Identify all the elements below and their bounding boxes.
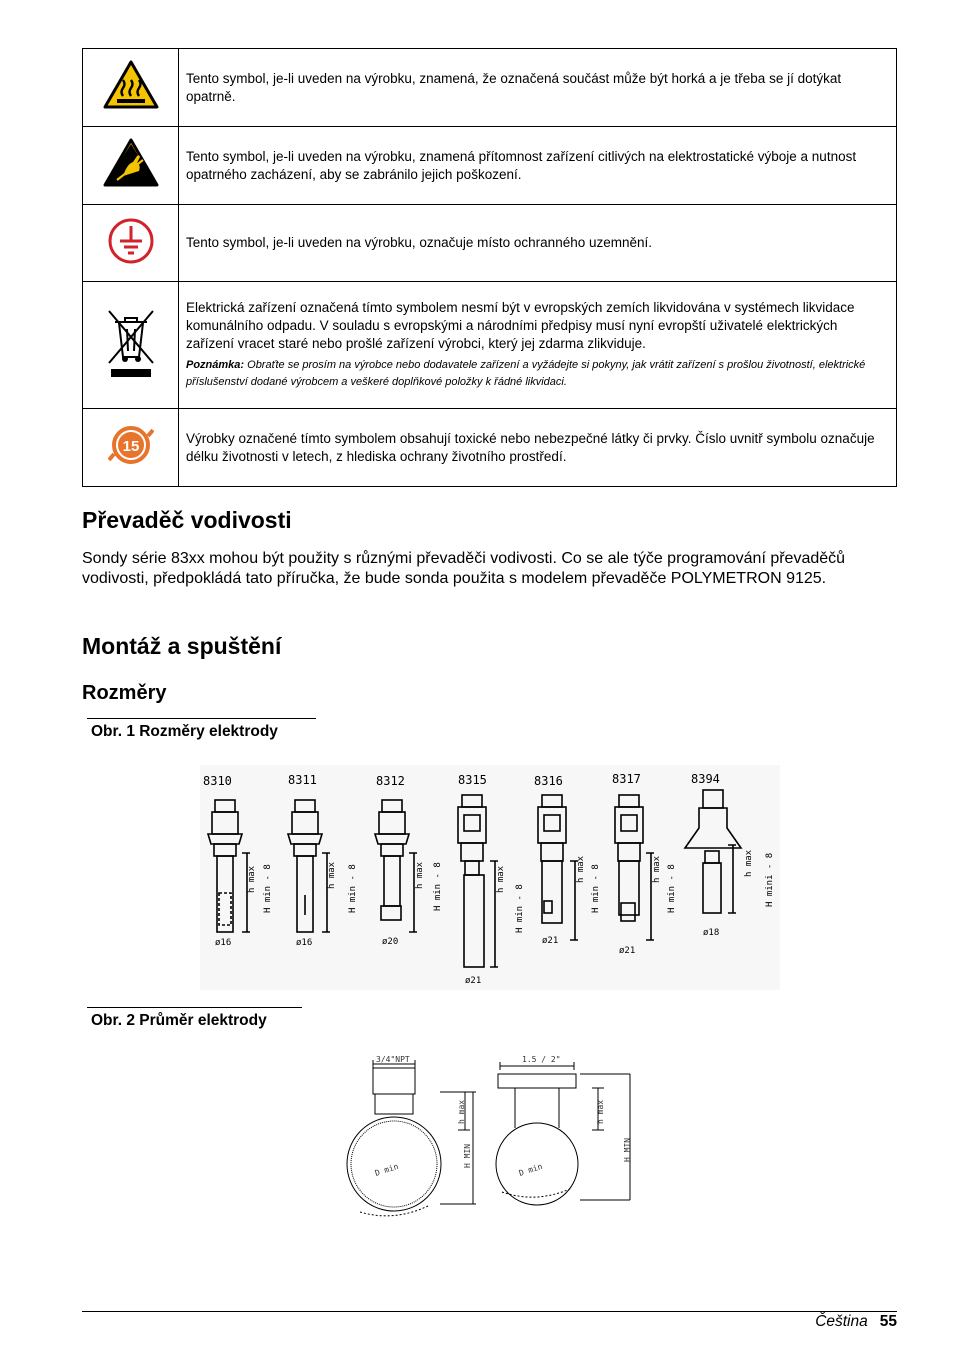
symbol-icon-cell (83, 49, 179, 127)
page-footer (815, 1313, 897, 1331)
electrode-dimensions-figure (200, 765, 780, 990)
hmin-label: H min - 8 (515, 884, 525, 933)
hmini-label: H mini - 8 (765, 852, 775, 907)
footer-rule (82, 1311, 897, 1312)
diameter-label: ø16 (215, 938, 232, 948)
symbol-description-block (179, 282, 897, 409)
model-label: 8394 (691, 772, 720, 786)
efup-years-label: 15 (122, 438, 139, 455)
symbol-icon-cell (83, 127, 179, 205)
hmax-label: h max (596, 1099, 605, 1124)
weee-bin-icon (105, 307, 157, 379)
model-label: 8316 (534, 774, 563, 788)
footer-language: Čeština (815, 1313, 868, 1330)
symbol-row (83, 409, 897, 487)
hmax-label: h max (744, 849, 754, 877)
figure-caption: Obr. 2 Průměr elektrody (91, 1012, 267, 1029)
symbol-icon-cell (83, 409, 179, 487)
thread-size-label: 3/4"NPT (376, 1055, 410, 1064)
page-number: 55 (879, 1313, 897, 1330)
symbol-description: Tento symbol, je-li uveden na výrobku, označuje místo ochranného uzemnění. (179, 205, 897, 282)
subsection-title: Rozměry (82, 682, 167, 704)
hmin-label: H MIN (463, 1143, 472, 1168)
hmin-label: H min - 8 (433, 862, 443, 911)
hmax-label: h max (327, 861, 337, 889)
model-label: 8310 (203, 774, 232, 788)
figure-rule (87, 718, 316, 719)
note (186, 357, 888, 391)
figure-caption: Obr. 1 Rozměry elektrody (91, 723, 278, 740)
hmax-label: h max (652, 855, 662, 883)
symbol-icon-cell (83, 282, 179, 409)
diameter-label: ø21 (465, 976, 482, 986)
section-title: Převaděč vodivosti (82, 507, 292, 533)
hmin-label: H min - 8 (263, 864, 273, 913)
protective-earth-icon (106, 216, 156, 266)
symbol-row (83, 127, 897, 205)
model-label: 8311 (288, 773, 317, 787)
hmax-label: h max (496, 865, 506, 893)
sanitary-fitting-drawing (496, 1062, 630, 1205)
electrode-diameter-figure (340, 1052, 640, 1220)
hmax-label: h max (247, 865, 257, 893)
diameter-label: ø21 (619, 946, 636, 956)
model-label: 8312 (376, 774, 405, 788)
diameter-label: ø18 (703, 928, 720, 938)
hmin-label: H min - 8 (348, 864, 358, 913)
note-label: Poznámka: (186, 359, 245, 371)
npt-fitting-drawing (347, 1060, 476, 1216)
section-title: Montáž a spuštění (82, 633, 282, 659)
hmin-label: H MIN (623, 1137, 632, 1162)
fitting-size-label: 1.5 / 2" (522, 1055, 561, 1064)
symbol-row (83, 49, 897, 127)
symbol-row (83, 282, 897, 409)
diameter-label: ø16 (296, 938, 313, 948)
symbol-table (82, 48, 897, 487)
symbol-description: Elektrická zařízení označená tímto symbolem nesmí být v evropských zemích likvidována v systémech likvidace komunálního odpadu. V souladu s evropskými a národními předpisy musí nyní evropští uživatelé elektrických zařízení vracet staré nebo prošlé zařízení výrobci, který jej zdarma zlikviduje. (186, 300, 855, 351)
hmax-label: h max (415, 861, 425, 889)
model-label: 8317 (612, 772, 641, 786)
symbol-icon-cell (83, 205, 179, 282)
efup-15-icon (108, 422, 154, 468)
note-text: Obraťte se prosím na výrobce nebo dodavatele zařízení a vyžádejte si pokyny, jak vrátit zařízení s prošlou životností, elektrické příslušenství dodané výrobcem a veškeré doplňkové položky k řádné likvidaci. (186, 359, 866, 388)
hot-surface-icon (103, 60, 159, 110)
diameter-label: ø20 (382, 937, 399, 947)
figure-rule (87, 1007, 302, 1008)
hmax-label: h max (576, 855, 586, 883)
hmin-label: H min - 8 (591, 864, 601, 913)
diameter-label: ø21 (542, 936, 559, 946)
model-label: 8315 (458, 773, 487, 787)
dmin-label: D min (517, 1161, 544, 1178)
section-paragraph: Sondy série 83xx mohou být použity s různými převaděči vodivosti. Co se ale týče programování převaděčů vodivosti, předpokládá tato příručka, že bude sonda použita s modelem převaděče POLYMETRON 9125. (82, 550, 846, 587)
hmin-label: H min - 8 (667, 864, 677, 913)
symbol-description: Výrobky označené tímto symbolem obsahují toxické nebo nebezpečné látky či prvky. Číslo uvnitř symbolu označuje délku životnosti v letech, z hlediska ochrany životního prostředí. (179, 409, 897, 487)
dmin-label: D min (373, 1161, 400, 1178)
esd-icon (103, 138, 159, 188)
symbol-row (83, 205, 897, 282)
symbol-description: Tento symbol, je-li uveden na výrobku, znamená, že označená součást může být horká a je třeba se jí dotýkat opatrně. (179, 49, 897, 127)
symbol-description: Tento symbol, je-li uveden na výrobku, znamená přítomnost zařízení citlivých na elektrostatické výboje a nutnost opatrného zacházení, aby se zabránilo jejich poškození. (179, 127, 897, 205)
hmax-label: h max (457, 1099, 466, 1124)
